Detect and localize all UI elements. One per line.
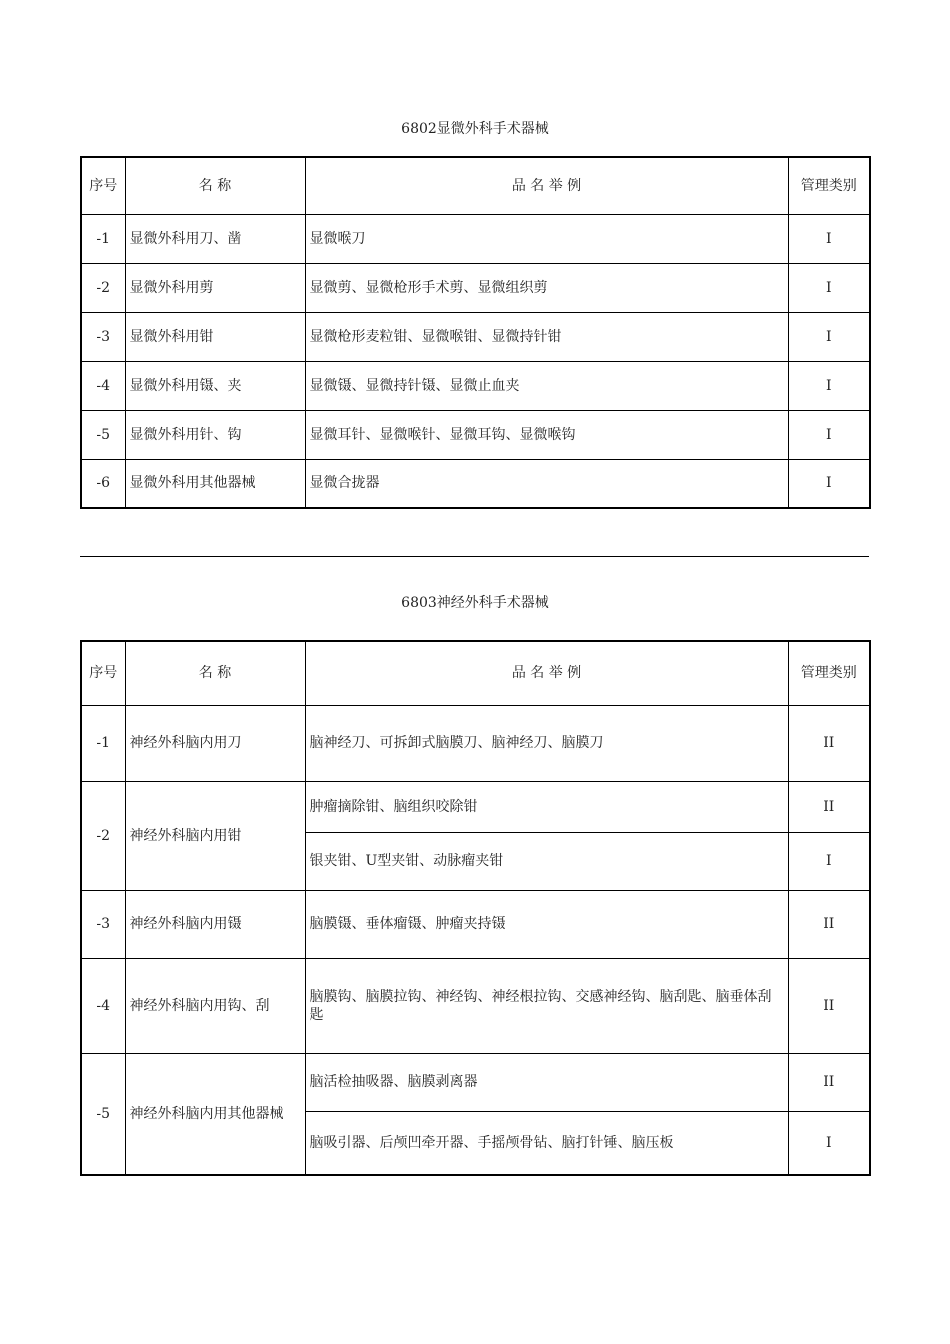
row-seq: -3 [81, 890, 125, 958]
row-name: 神经外科脑内用钩、刮 [125, 958, 305, 1053]
row-seq: -6 [81, 459, 125, 508]
row-seq: -2 [81, 263, 125, 312]
row-name: 神经外科脑内用其他器械 [125, 1053, 305, 1175]
row-class: II [788, 781, 870, 832]
table-6802 [80, 156, 871, 509]
row-seq: -5 [81, 410, 125, 459]
row-examples: 肿瘤摘除钳、脑组织咬除钳 [305, 781, 788, 832]
row-name: 神经外科脑内用刀 [125, 705, 305, 781]
row-class: II [788, 890, 870, 958]
table-header-row [81, 157, 870, 214]
row-examples: 脑活检抽吸器、脑膜剥离器 [305, 1053, 788, 1111]
row-class: I [788, 832, 870, 890]
row-examples: 脑神经刀、可拆卸式脑膜刀、脑神经刀、脑膜刀 [305, 705, 788, 781]
row-name: 显微外科用钳 [125, 312, 305, 361]
row-seq: -1 [81, 705, 125, 781]
row-examples: 显微喉刀 [305, 214, 788, 263]
row-examples: 脑膜钩、脑膜拉钩、神经钩、神经根拉钩、交感神经钩、脑刮匙、脑垂体刮匙 [305, 958, 788, 1053]
row-examples: 显微耳针、显微喉针、显微耳钩、显微喉钩 [305, 410, 788, 459]
row-examples: 显微镊、显微持针镊、显微止血夹 [305, 361, 788, 410]
row-name: 显微外科用刀、凿 [125, 214, 305, 263]
row-examples: 显微枪形麦粒钳、显微喉钳、显微持针钳 [305, 312, 788, 361]
row-seq: -1 [81, 214, 125, 263]
row-name: 显微外科用镊、夹 [125, 361, 305, 410]
row-name: 显微外科用针、钩 [125, 410, 305, 459]
table-row [81, 781, 870, 832]
row-seq: -4 [81, 958, 125, 1053]
row-seq: -5 [81, 1053, 125, 1175]
row-examples: 脑吸引器、后颅凹牵开器、手摇颅骨钻、脑打针锤、脑压板 [305, 1111, 788, 1175]
table-row [81, 214, 870, 263]
table-row [81, 263, 870, 312]
table-header-row [81, 641, 870, 705]
row-name: 神经外科脑内用钳 [125, 781, 305, 890]
row-class: II [788, 1053, 870, 1111]
row-class: I [788, 263, 870, 312]
row-examples: 银夹钳、U型夹钳、动脉瘤夹钳 [305, 832, 788, 890]
section-divider [80, 556, 869, 557]
table-row [81, 312, 870, 361]
header-examples: 品 名 举 例 [305, 641, 788, 705]
table-row [81, 1053, 870, 1111]
row-examples: 显微合拢器 [305, 459, 788, 508]
row-seq: -3 [81, 312, 125, 361]
header-name: 名 称 [125, 157, 305, 214]
header-seq: 序号 [81, 157, 125, 214]
row-class: I [788, 214, 870, 263]
row-class: I [788, 312, 870, 361]
row-examples: 显微剪、显微枪形手术剪、显微组织剪 [305, 263, 788, 312]
header-examples: 品 名 举 例 [305, 157, 788, 214]
row-class: I [788, 361, 870, 410]
row-seq: -2 [81, 781, 125, 890]
row-name: 显微外科用其他器械 [125, 459, 305, 508]
row-class: II [788, 705, 870, 781]
section-title-6802: 6802显微外科手术器械 [401, 121, 549, 137]
row-name: 显微外科用剪 [125, 263, 305, 312]
row-examples: 脑膜镊、垂体瘤镊、肿瘤夹持镊 [305, 890, 788, 958]
table-6803 [80, 640, 871, 1176]
table-row [81, 459, 870, 508]
row-class: II [788, 958, 870, 1053]
table-row [81, 705, 870, 781]
row-class: I [788, 1111, 870, 1175]
row-class: I [788, 459, 870, 508]
row-class: I [788, 410, 870, 459]
row-seq: -4 [81, 361, 125, 410]
header-name: 名 称 [125, 641, 305, 705]
header-class: 管理类别 [788, 157, 870, 214]
table-row [81, 890, 870, 958]
table-row [81, 361, 870, 410]
table-row [81, 958, 870, 1053]
header-seq: 序号 [81, 641, 125, 705]
row-name: 神经外科脑内用镊 [125, 890, 305, 958]
table-row [81, 410, 870, 459]
header-class: 管理类别 [788, 641, 870, 705]
section-title-6803: 6803神经外科手术器械 [401, 595, 549, 611]
